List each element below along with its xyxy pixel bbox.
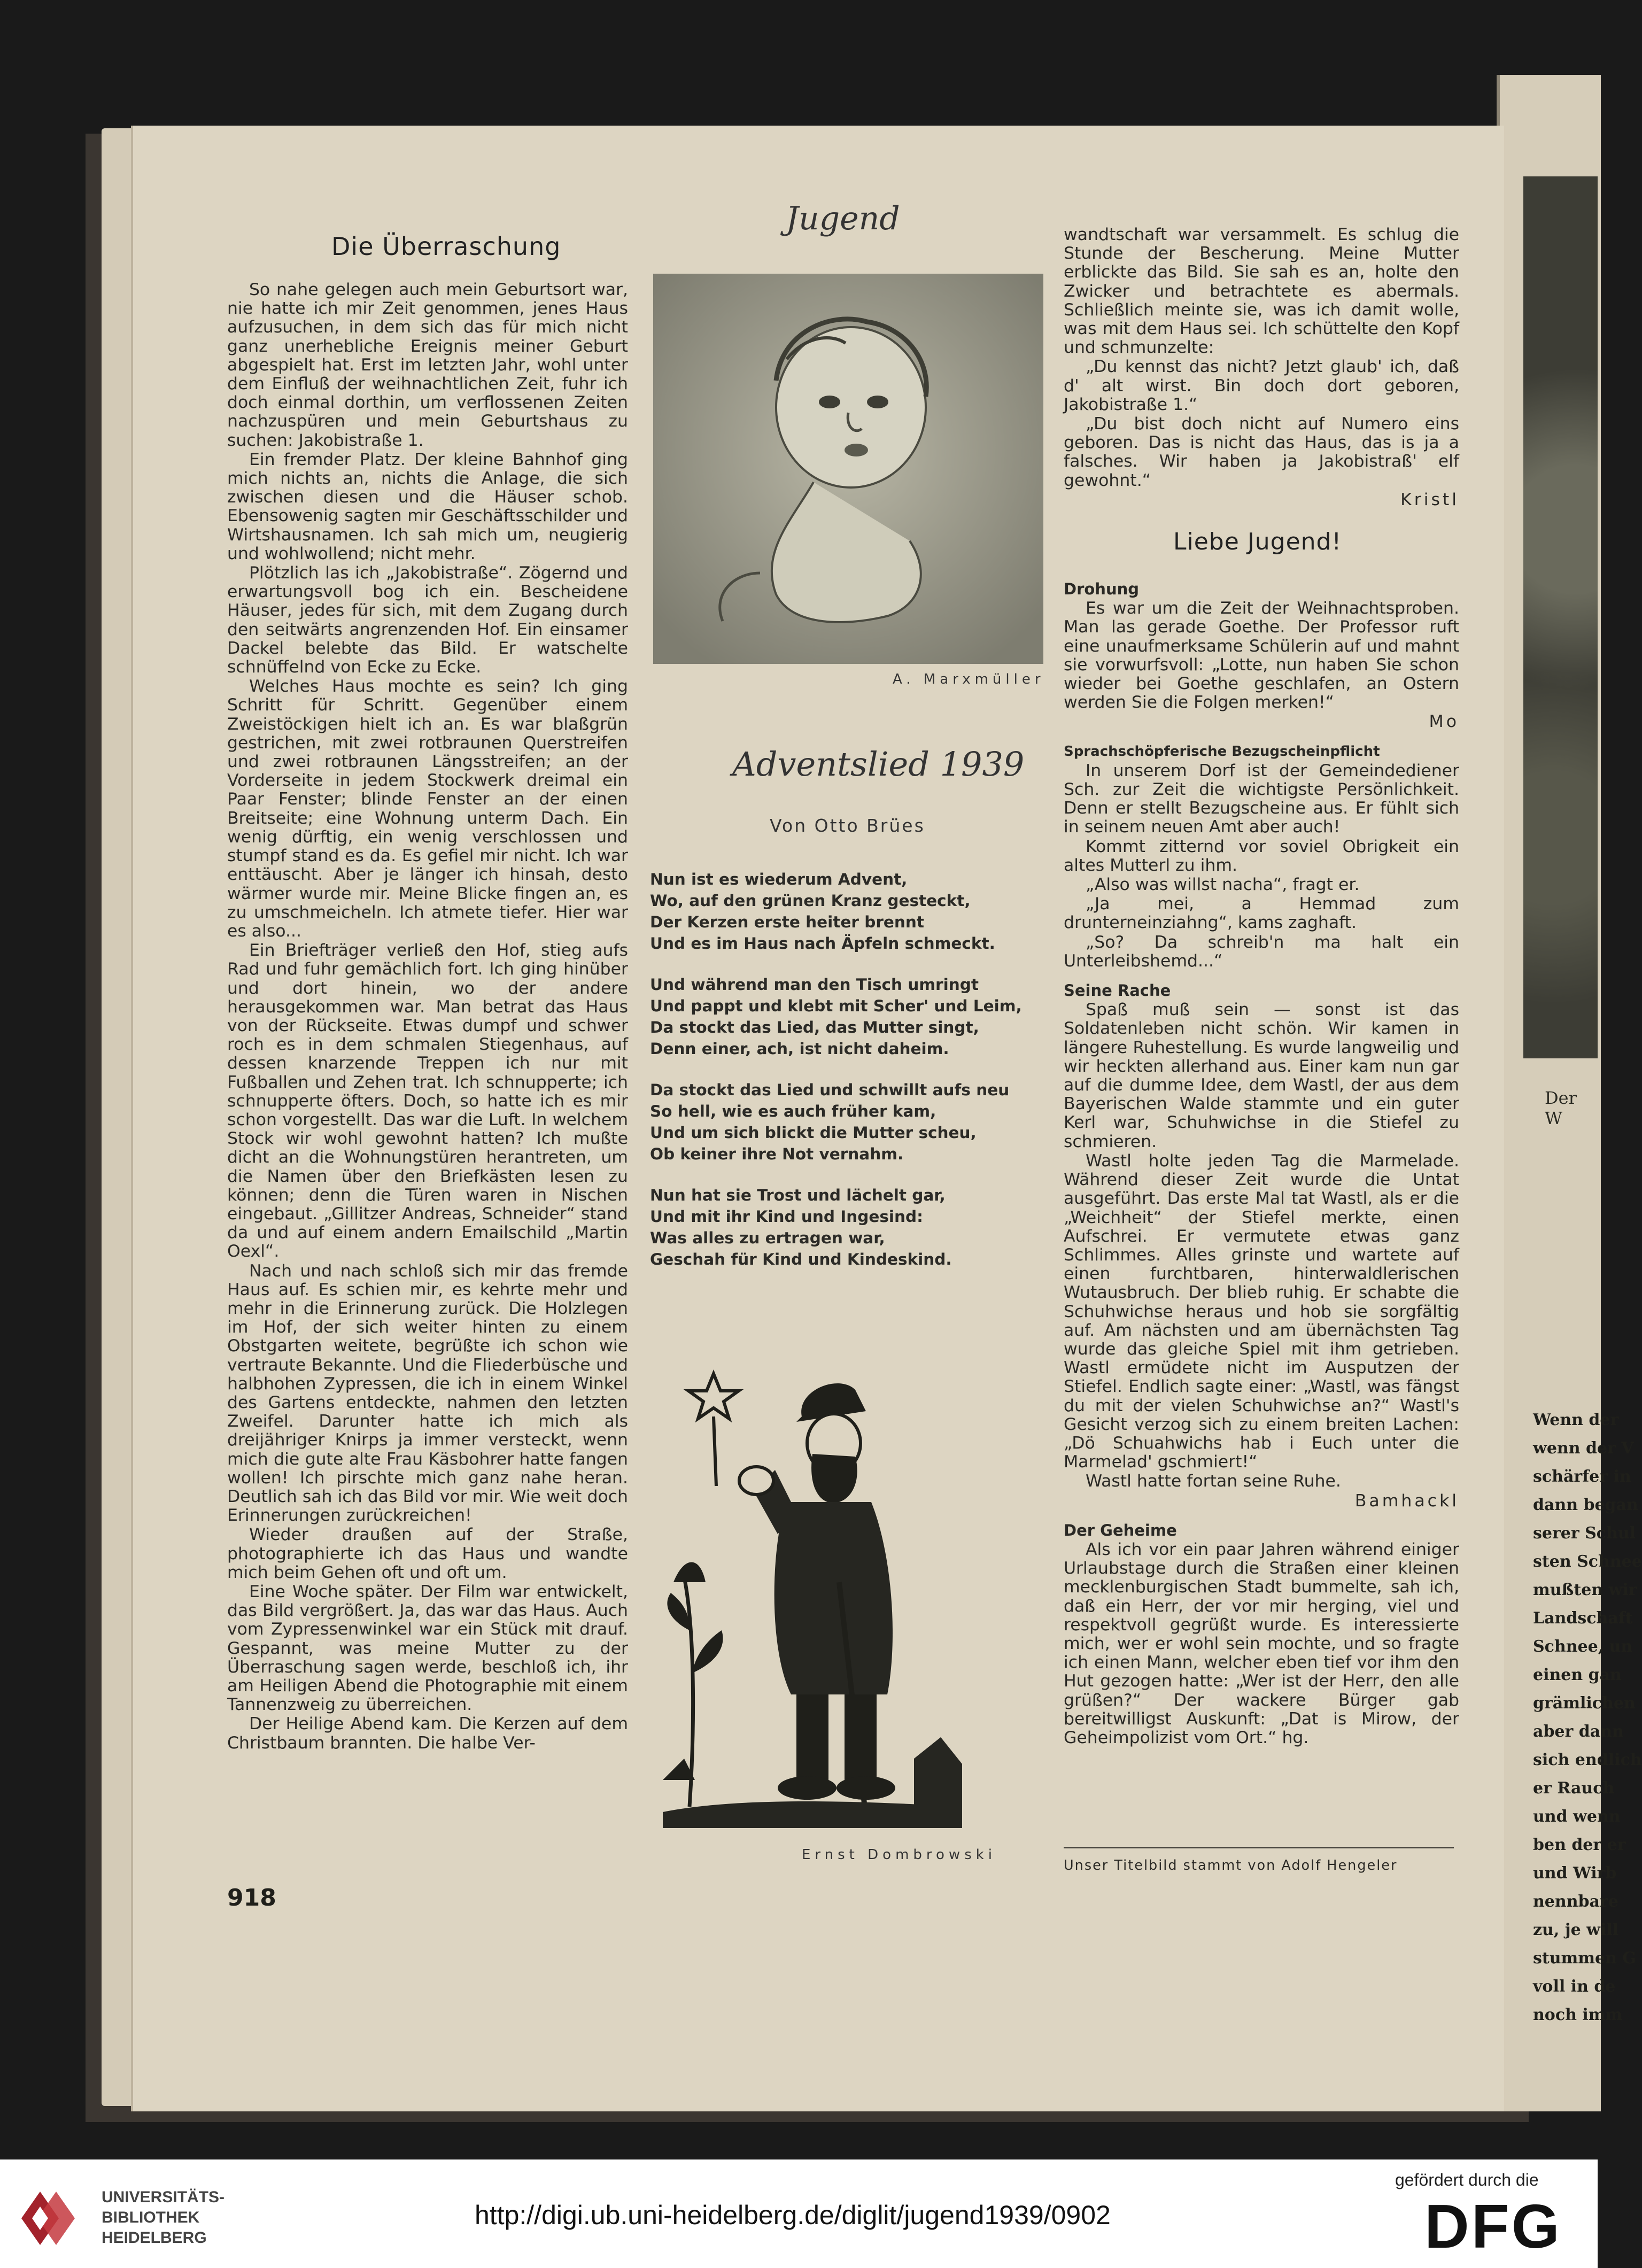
poem-line: Und um sich blickt die Mutter scheu, [650,1124,977,1142]
poem-line: Ob keiner ihre Not vernahm. [650,1145,904,1163]
paragraph: Es war um die Zeit der Weihnachtsproben. Man las gerade Goethe. Der Professor ruft eine unaufmerksame Schülerin auf und mahnt sie vorwurfsvoll: „Lotte, nun haben Sie schon wieder bei Goethe geschlafen, an Ostern werden Sie die Folgen merken!“ [1064,599,1459,713]
anecdotes [1064,569,1459,1748]
funding-text: gefördert durch die [1395,2170,1539,2189]
paragraph: So nahe gelegen auch mein Geburtsort war, nie hatte ich mir Zeit genommen, jenes Haus aufzusuchen, in dem sich das für mich nicht ganz unerhebliche Ereignis meiner Geburt abgespielt hat. Erst im letzten Jahr, wohl unter dem Einfluß der weihnachtlichen Zeit, fuhr ich doch einmal dorthin, um verflossenen Zeiten nachzuspüren und mein Geburtshaus zu suchen: Jakobistraße 1. [227,280,628,450]
page-number: 918 [227,1884,276,1911]
adjacent-text-line: sich endlich [1533,1751,1642,1769]
stanza [650,1185,1056,1270]
anecdote-title: Seine Rache [1064,981,1171,1000]
paragraph: Ein fremder Platz. Der kleine Bahnhof ging mich nichts an, nichts die Anlage, die sich zwischen diesen und die Häuser schob. Ebensowenig sagten mir Geschäftsschilder und Wirtshausnamen. Ich sah mich um, neugierig und wohlwollend; nicht mehr. [227,450,628,563]
paragraph: wandtschaft war versammelt. Es schlug die Stunde der Bescherung. Meine Mutter erblickte das Bild. Sie sah es an, holte den Zwicker und betrachtete es abermals. Schließlich meinte sie, was ich damit wolle, was mit dem Haus sei. Ich schüttelte den Kopf und schmunzelte: [1064,225,1459,358]
adjacent-text-line: ben der er [1533,1836,1626,1854]
paragraph: „Ja mei, a Hemmad zum drunterneinziahng“, kams zaghaft. [1064,894,1459,933]
institution-line: BIBLIOTHEK [102,2209,200,2226]
story-continuation [1064,226,1459,510]
dfg-logo: DFG [1424,2192,1562,2261]
paragraph: „Also was willst nacha“, fragt er. [1085,875,1360,895]
paragraph: Ein Briefträger verließ den Hof, stieg aufs Rad und fuhr gemächlich fort. Ich ging hinüber und dort hinein, wo der andere herausgekommen war. Man betrat das Haus von der Rückseite. Etwas dumpf und schwer roch es in dem schmalen Stiegenhaus, auf dessen knarzende Treppen ich nur mit Fußballen und Zehen trat. Ich schnupperte; ich schnupperte öfters. Doch, so hatte ich es mir schon vorgestellt. Das war die Luft. In welchem Stock wir wohl gewohnt hatten? Ich mußte dicht an die Wohnungstüren herantreten, um die Namen über den Briefkästen lesen zu können; denn die Türen waren in Nischen eingebaut. „Gillitzer Andreas, Schneider“ stand da und auf einem andern Emailschild „Martin Oexl“. [227,941,628,1261]
poem-line: So hell, wie es auch früher kam, [650,1102,936,1120]
paragraph: Wastl hatte fortan seine Ruhe. [1085,1472,1341,1491]
adjacent-text-line: zu, je will [1533,1921,1619,1939]
signature: Bamhackl [1354,1491,1459,1511]
section-title: Liebe Jugend! [1173,528,1342,555]
paragraph: Plötzlich las ich „Jakobistraße“. Zögernd und erwartungsvoll bog ich ein. Bescheidene Häuser, jedes für sich, mit dem Zugang durch den seitwärts angrenzenden Hof. Ein einsamer Dackel belebte das Bild. Er watschelte schnüffelnd von Ecke zu Ecke. [227,563,628,677]
poem-line: Der Kerzen erste heiter brennt [650,913,924,931]
adjacent-text-line: und wenn [1533,1807,1621,1826]
paragraph: „Du bist doch nicht auf Numero eins geboren. Das is nicht das Haus, das is ja a falsches. Wir haben ja Jakobistraß' elf gewohnt.“ [1064,414,1459,490]
adjacent-page-photo [1523,176,1598,1058]
woodcut-wanderer [663,1352,962,1828]
paragraph: Als ich vor ein paar Jahren während einiger Urlaubstage durch die Straßen einer kleinen mecklenburgischen Stadt bummelte, sah ich, daß ein Herr, der vor mir herging, viel und respektvoll gegrüßt wurde. Es interessierte mich, wer er wohl sein mochte, und so fragte ich einen Mann, welcher eben tief vor ihm den Hut gezogen hatte: „Wer ist der Herr, den alle grüßen?“ Der wackere Bürger gab bereitwilligst Auskunft: „Dat is Mirow, der Geheimpolizist vom Ort.“ hg. [1064,1539,1459,1747]
institution-line: HEIDELBERG [102,2229,207,2247]
adjacent-text-line: mußten wir [1533,1581,1637,1599]
institution-name [102,2187,224,2248]
adjacent-text-line: und Wirb [1533,1864,1617,1883]
poem-line: Nun hat sie Trost und lächelt gar, [650,1186,946,1204]
document-url[interactable]: http://digi.ub.uni-heidelberg.de/diglit/jugend1939/0902 [475,2200,1111,2230]
paragraph: Kommt zitternd vor soviel Obrigkeit ein altes Mutterl zu ihm. [1064,837,1459,875]
paragraph: Spaß muß sein — sonst ist das Soldatenleben nicht schön. Wir kamen in längere Ruhestellung. Es wurde langweilig und wir heckten allerhand aus. Einer kam nun gar auf die dumme Idee, dem Wastl, der aus dem Bayerischen Walde stammte und ein guter Kerl war, Schuhwichse in die Stiefel zu schmieren. [1064,1000,1459,1151]
stanza [650,869,1056,954]
stanza [650,974,1056,1059]
cover-credit: Unser Titelbild stammt von Adolf Hengeler [1064,1857,1398,1874]
magazine-title: Jugend [786,200,900,237]
adjacent-text-line: schärfer in [1533,1467,1631,1486]
poem-line: Geschah für Kind und Kindeskind. [650,1250,952,1268]
adjacent-text-line: stummen G [1533,1949,1637,1968]
paragraph: „Du kennst das nicht? Jetzt glaub' ich, daß d' alt wirst. Bin doch dort geboren, Jakobistraße 1.“ [1064,357,1459,414]
article-title: Die Überraschung [331,232,561,261]
adjacent-text-line: serer Schul [1533,1524,1636,1543]
adjacent-text-line: nennbare [1533,1892,1618,1911]
adjacent-text-line: wenn der V [1533,1439,1634,1458]
poem-line: Wo, auf den grünen Kranz gesteckt, [650,892,971,910]
anecdote-title: Sprachschöpferische Bezugscheinpflicht [1064,743,1380,760]
paragraph: Wastl holte jeden Tag die Marmelade. Während dieser Zeit wurde die Untat ausgeführt. Das erste Mal tat Wastl, als er die „Weichheit“ der Stiefel merkte, einen Aufschrei. Er vermutete etwas ganz Schlimmes. Alles grinste und wartete auf einen furchtbaren, hinterwaldlerischen Wutausbruch. Der blieb ruhig. Er schabte die Schuhwichse heraus und hob sie sorgfältig auf. Am nächsten und am übernächsten Tag wurde das gleiche Spiel mit ihm getrieben. Wastl ermüdete nicht im Ausputzen der Stiefel. Endlich sagte einer: „Wastl, was fängst du mit der vielen Schuhwichse an?“ Wastl's Gesicht verzog sich zu einem breiten Lachen: „Dö Schuahwichs hab i Euch unter die Marmelad' gschmiert!“ [1064,1151,1459,1472]
adjacent-text-line: Wenn der [1533,1411,1619,1429]
adjacent-page-caption: Der W [1545,1088,1577,1128]
paragraph: Nach und nach schloß sich mir das fremde Haus auf. Es schien mir, es kehrte mehr und mehr in die Erinnerung zurück. Die Holzlegen im Hof, der sich weiter hinten zu einem Obstgarten weitete, begrüßte ich schon wie vertraute Bekannte. Und die Fliederbüsche und halbhohen Zypressen, die ich in einem Winkel des Gartens entdeckte, nahmen den letzten Zweifel. Darunter hatte ich mich als dreijähriger Knirps ja immer versteckt, wenn mich die gute alte Frau Käsbohrer hatte fangen wollen! Ich pirschte mich ganz nahe heran. Deutlich sah ich das Bild vor mir. Wie weit doch Erinnerungen zurückreichen! [227,1261,628,1526]
adjacent-text-line: voll in de [1533,1977,1616,1996]
paragraph: Eine Woche später. Der Film war entwickelt, das Bild vergrößert. Ja, das war das Haus. Auch vom Zypressenwinkel war ein Stück mit drauf. Gespannt, was meine Mutter zu der Überraschung sagen werde, beschloß ich, ihr am Heiligen Abend die Photographie mit einem Tannenzweig zu überreichen. [227,1582,628,1715]
adjacent-text-line: Schnee, un [1533,1637,1633,1656]
adjacent-page-text [1533,1406,1642,2029]
poem [650,869,1056,1290]
institution-line: UNIVERSITÄTS- [102,2188,225,2206]
poem-line: Und es im Haus nach Äpfeln schmeckt. [650,934,995,953]
adjacent-text-line: noch imm [1533,2006,1623,2024]
anecdote-title: Der Geheime [1064,1521,1177,1539]
adjacent-text-line: er Rauch [1533,1779,1615,1798]
cherub-drawing [653,274,1043,664]
poem-line: Was alles zu ertragen war, [650,1229,885,1247]
poem-line: Und mit ihr Kind und Ingesind: [650,1207,923,1226]
poem-line: Da stockt das Lied und schwillt aufs neu [650,1081,1010,1099]
stanza [650,1079,1056,1165]
signature: Kristl [1400,490,1459,509]
poem-title: Adventslied 1939 [732,745,1025,784]
poem-line: Denn einer, ach, ist nicht daheim. [650,1040,949,1058]
image-credit: Ernst Dombrowski [802,1847,997,1863]
anecdote-title: Drohung [1064,580,1139,598]
paragraph: Der Heilige Abend kam. Die Kerzen auf dem Christbaum brannten. Die halbe Ver- [227,1714,628,1753]
adjacent-text-line: grämlichen [1533,1694,1636,1713]
poem-line: Und pappt und klebt mit Scher' und Leim, [650,997,1022,1015]
adjacent-text-line: aber dann [1533,1722,1624,1741]
paragraph: Welches Haus mochte es sein? Ich ging Schritt für Schritt. Gegenüber einem Zweistöckigen hielt ich an. Es war blaßgrün gestrichen, mit zwei rotbraunen Querstreifen und zwei rotbraunen Längsstreifen; an der Vorderseite in jedem Stockwerk dreimal ein Paar Fenster; blinde Fenster an der einen Breitseite; eine Wohnung unterm Dach. Ein wenig dürftig, ein wenig verschlossen und stumpf stand es da. Es gefiel mir nicht. Ich war enttäuscht. Aber je länger ich hinsah, desto wärmer wurde mir. Meine Blicke fingen an, es zu umschmeicheln. Ich atmete tiefer. Hier war es also... [227,677,628,941]
paragraph: „So? Da schreib'n ma halt ein Unterleibshemd...“ [1064,932,1459,971]
paragraph: Wieder draußen auf der Straße, photographierte ich das Haus und wandte mich beim Gehen oft und oft um. [227,1525,628,1582]
poem-author: Von Otto Brües [770,815,925,836]
adjacent-text-line: einen gan [1533,1666,1622,1684]
signature: Mo [1429,712,1459,732]
poem-line: Nun ist es wiederum Advent, [650,870,908,888]
poem-line: Und während man den Tisch umringt [650,976,979,994]
paragraph: In unserem Dorf ist der Gemeindediener Sch. zur Zeit die wichtigste Persönlichkeit. Denn er stellt Bezugscheine aus. Er fühlt sich in seinem neuen Amt aber auch! [1064,761,1459,837]
adjacent-text-line: sten Schnee [1533,1552,1642,1571]
article-body [227,281,628,1753]
divider [1064,1847,1454,1848]
adjacent-text-line: Landschaft [1533,1609,1633,1628]
poem-line: Da stockt das Lied, das Mutter singt, [650,1018,979,1036]
image-credit: A. Marxmüller [893,671,1045,687]
adjacent-text-line: dann began [1533,1496,1638,1514]
university-logo-icon [11,2181,86,2256]
